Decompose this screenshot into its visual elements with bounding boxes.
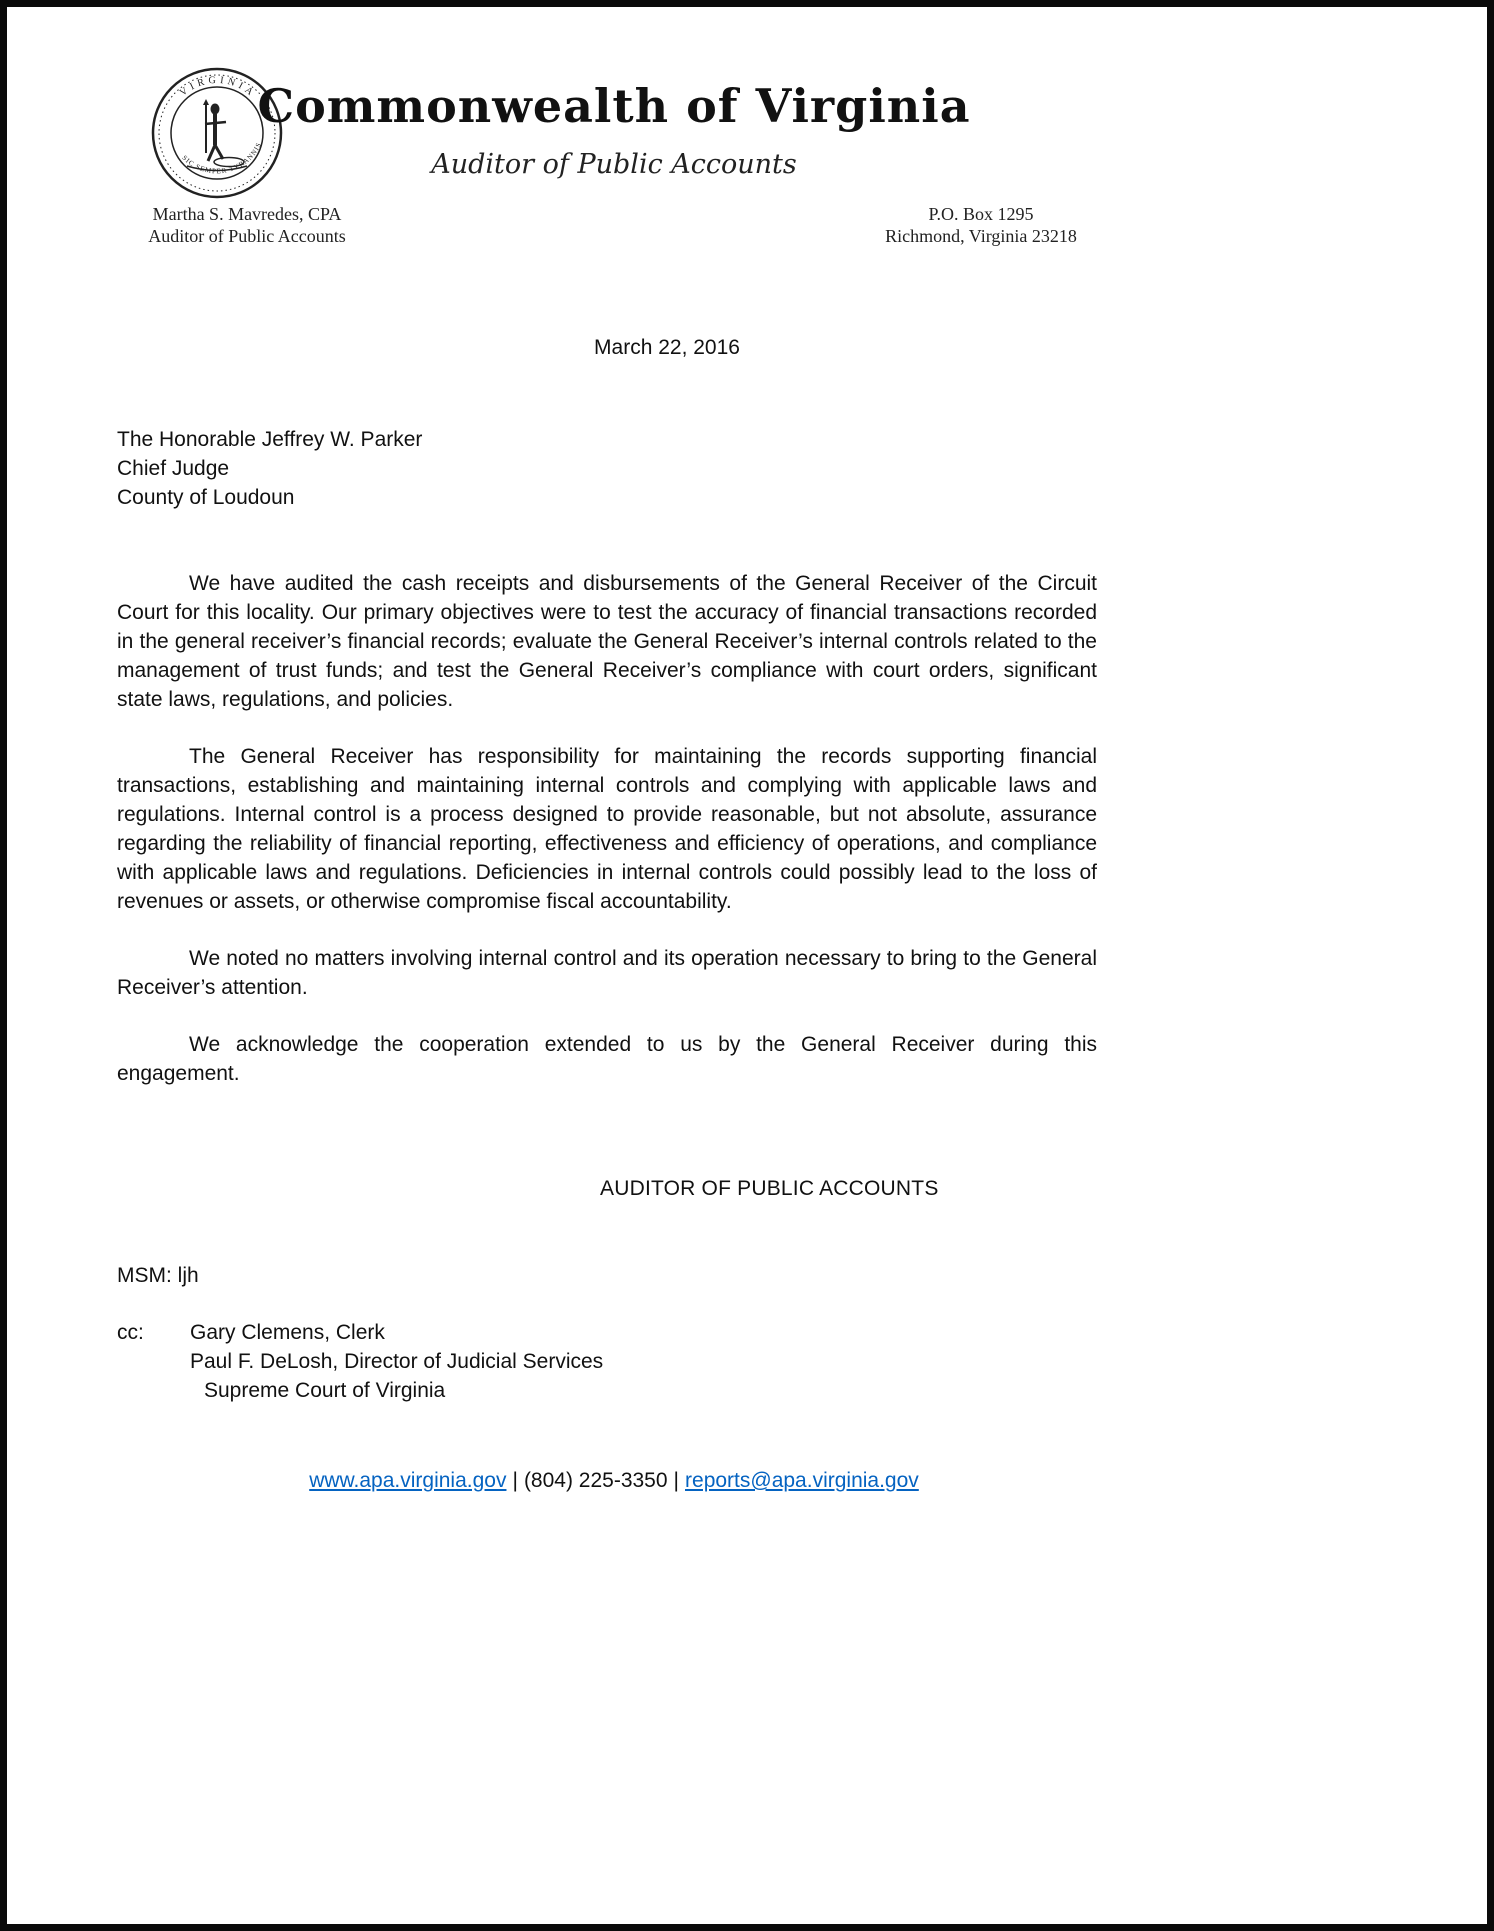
cc-list (190, 1318, 603, 1405)
official-contact-block (127, 203, 367, 247)
letter-paragraphs (117, 569, 1097, 1088)
signature-block: AUDITOR OF PUBLIC ACCOUNTS (600, 1177, 939, 1200)
reference-initials: MSM: ljh (117, 1264, 199, 1287)
paragraph-responsibility: The General Receiver has responsibility for maintaining the records supporting financial transactions, establishing and maintaining internal controls and complying with applicable laws and regulations. Internal control is a process designed to provide reasonable, but not absolute, assurance regarding the reliability of financial reporting, effectiveness and efficiency of operations, and compliance with applicable laws and regulations. Deficiencies in internal controls could possibly lead to the loss of revenues or assets, or otherwise compromise fiscal accountability. (117, 745, 1097, 913)
org-subtitle: Auditor of Public Accounts (431, 149, 797, 180)
paragraph-acknowledgement: We acknowledge the cooperation extended to us by the General Receiver during this engagement. (117, 1033, 1097, 1085)
recipient-name: The Honorable Jeffrey W. Parker (117, 428, 423, 451)
cc-label: cc: (117, 1321, 144, 1344)
official-title: Auditor of Public Accounts (148, 226, 346, 246)
footer-separator: | (512, 1469, 518, 1492)
address-line-2: Richmond, Virginia 23218 (885, 226, 1077, 246)
svg-text:SIC SEMPER TYRANNIS: SIC SEMPER TYRANNIS (180, 140, 264, 176)
paragraph-audit-scope: We have audited the cash receipts and disbursements of the General Receiver of the Circuit Court for this locality. Our primary objectives were to test the accuracy of financial transactions recorded in the general receiver’s financial records; evaluate the General Receiver’s internal controls related to the management of trust funds; and test the General Receiver’s compliance with court orders, significant state laws, regulations, and policies. (117, 572, 1097, 711)
recipient-block (117, 425, 1097, 512)
website-link[interactable]: www.apa.virginia.gov (309, 1469, 507, 1492)
recipient-locality: County of Loudoun (117, 486, 295, 509)
phone-number: (804) 225-3350 (523, 1469, 668, 1492)
letterhead-title-block (117, 79, 1111, 180)
letterhead (7, 7, 1487, 257)
footer-separator: | (673, 1469, 680, 1492)
cc-recipient: Paul F. DeLosh, Director of Judicial Services (190, 1350, 604, 1373)
recipient-title: Chief Judge (117, 457, 230, 480)
letter-date: March 22, 2016 (594, 336, 740, 359)
cc-recipient-org: Supreme Court of Virginia (204, 1379, 446, 1402)
office-address-block (881, 203, 1081, 247)
cc-recipient: Gary Clemens, Clerk (190, 1321, 385, 1344)
letter-body (117, 335, 1097, 1405)
svg-text:VIRGINIA: VIRGINIA (177, 74, 259, 101)
org-title: Commonwealth of Virginia (257, 79, 971, 133)
paragraph-findings: We noted no matters involving internal control and its operation necessary to bring to the General Receiver’s attention. (117, 947, 1097, 999)
address-line-1: P.O. Box 1295 (928, 204, 1034, 224)
email-link[interactable]: reports@apa.virginia.gov (685, 1469, 919, 1492)
page-footer (117, 1469, 1111, 1493)
official-name: Martha S. Mavredes, CPA (152, 204, 342, 224)
cc-block (117, 1318, 1097, 1405)
